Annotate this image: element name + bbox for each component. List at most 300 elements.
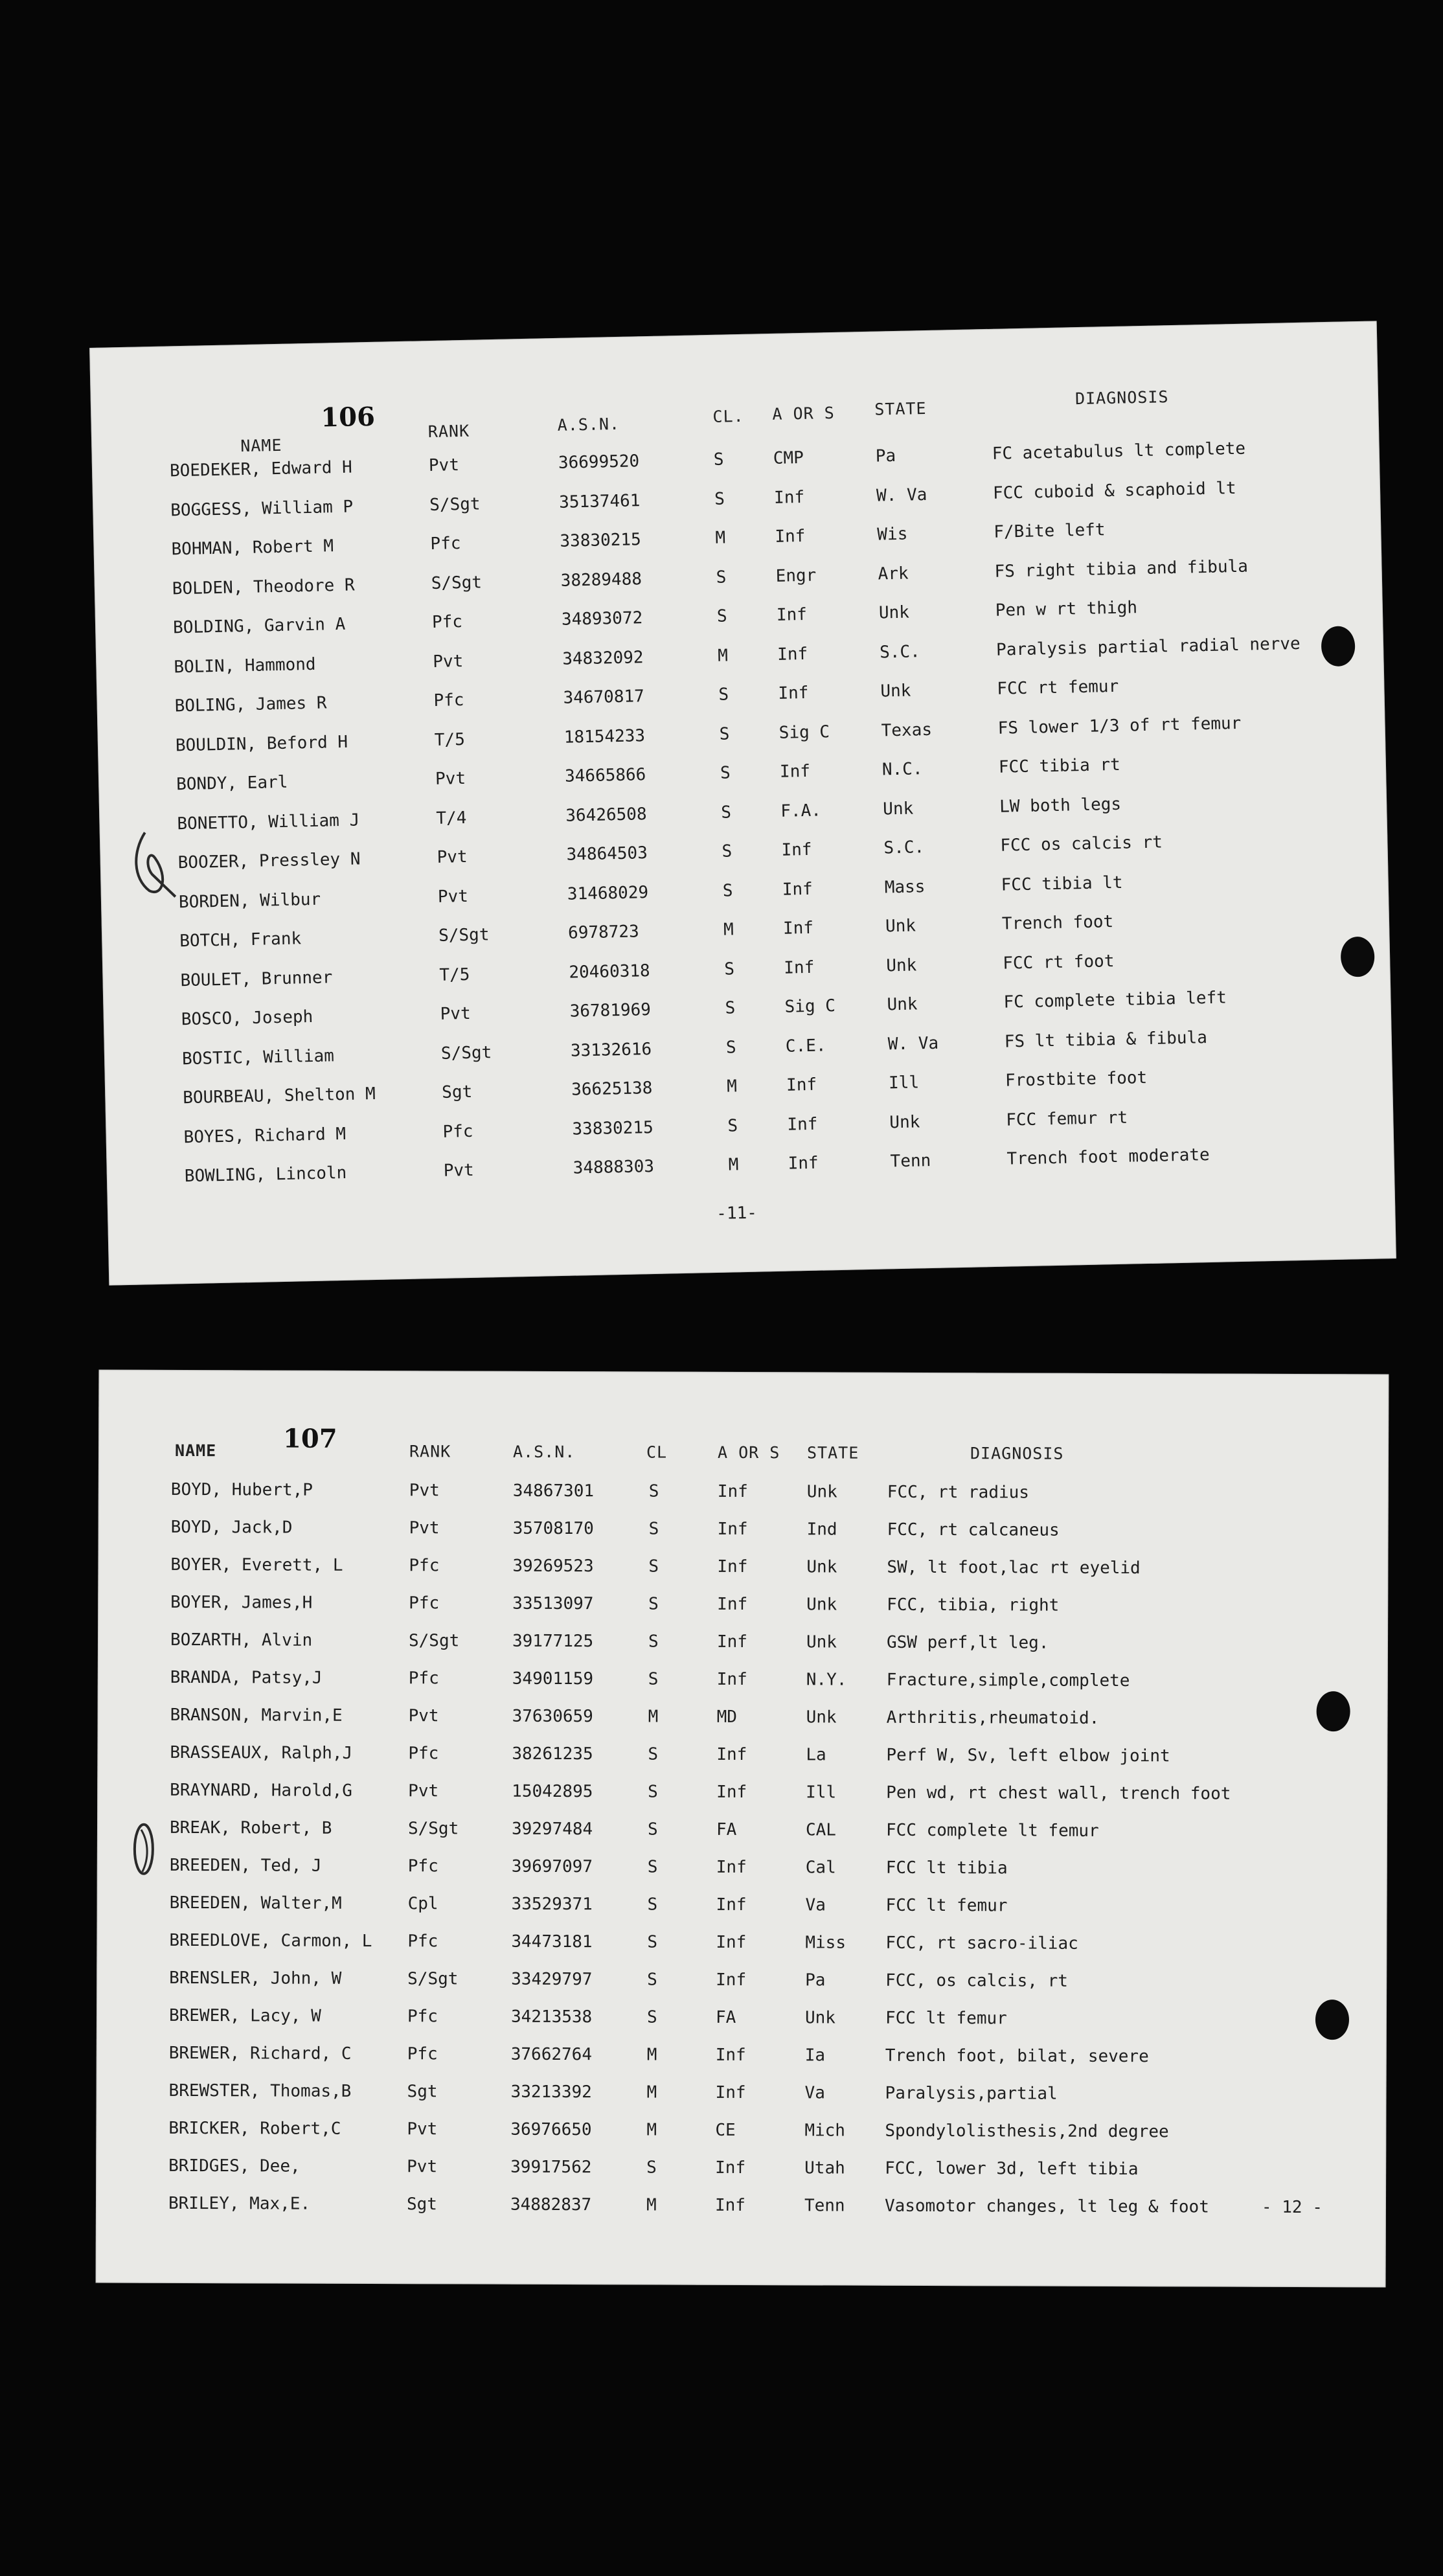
cell-rank: Pfc: [442, 1121, 473, 1142]
cell-diagnosis: FCC complete lt femur: [885, 1820, 1099, 1841]
table-row: [97, 2006, 1387, 2048]
cell-asn: 37662764: [510, 2044, 593, 2065]
cell-aors: Inf: [777, 644, 808, 665]
cell-cl: S: [714, 488, 725, 509]
cell-asn: 18154233: [563, 725, 646, 747]
cell-diagnosis: Fracture,simple,complete: [886, 1670, 1130, 1691]
cell-aors: FA: [715, 2007, 736, 2027]
cell-aors: Inf: [782, 879, 813, 900]
cell-asn: 36976650: [510, 2119, 592, 2140]
cell-aors: Inf: [716, 1632, 748, 1652]
cell-name: BOZARTH, Alvin: [170, 1630, 313, 1650]
cell-cl: S: [648, 1744, 659, 1764]
cell-rank: Pvt: [408, 1781, 439, 1801]
cell-aors: Inf: [776, 604, 808, 625]
cell-rank: T/5: [434, 729, 466, 750]
cell-rank: Pfc: [407, 2044, 438, 2064]
cell-aors: Inf: [716, 1932, 747, 1953]
punch-hole: [1317, 1691, 1350, 1731]
cell-name: BRIDGES, Dee,: [168, 2156, 301, 2176]
cell-asn: 33513097: [512, 1593, 594, 1614]
table-row: [97, 1818, 1387, 1860]
cell-asn: 34670817: [563, 687, 645, 708]
cell-diagnosis: Arthritis,rheumatoid.: [886, 1707, 1100, 1728]
cell-cl: S: [720, 802, 732, 823]
cell-rank: Pvt: [437, 886, 469, 907]
cell-name: BOHMAN, Robert M: [171, 536, 334, 560]
cell-diagnosis: Paralysis partial radial nerve: [995, 633, 1301, 660]
cell-state: Ill: [888, 1073, 920, 1093]
table-row: [97, 1705, 1387, 1748]
cell-rank: Pfc: [431, 612, 463, 632]
cell-rank: T/5: [439, 964, 470, 985]
cell-cl: M: [728, 1155, 739, 1175]
cell-cl: S: [646, 2158, 657, 2178]
table-row: [98, 1518, 1388, 1560]
cell-aors: Inf: [715, 2082, 746, 2103]
cell-diagnosis: Frostbite foot: [1005, 1068, 1148, 1091]
header-cl: CL: [646, 1442, 668, 1462]
cell-diagnosis: FC complete tibia left: [1003, 988, 1227, 1012]
cell-asn: 36699520: [558, 451, 640, 473]
cell-cl: M: [723, 920, 734, 940]
cell-aors: Engr: [775, 565, 817, 586]
cell-state: Unk: [885, 916, 916, 937]
cell-aors: Inf: [716, 1744, 747, 1765]
cell-rank: S/Sgt: [438, 925, 490, 946]
cell-rank: Pfc: [409, 1556, 440, 1576]
table-row: [97, 1856, 1387, 1898]
cell-rank: Pvt: [428, 455, 460, 476]
card-footer-page: - 12 -: [1261, 2197, 1323, 2218]
cell-cl: S: [648, 1556, 659, 1577]
cell-cl: S: [647, 1857, 658, 1877]
cell-aors: Inf: [775, 526, 806, 547]
cell-diagnosis: FCC rt foot: [1002, 951, 1115, 974]
cell-asn: 33429797: [511, 1969, 593, 1990]
cell-name: BOSCO, Joseph: [181, 1007, 313, 1030]
cell-rank: Pvt: [409, 1518, 440, 1538]
cell-name: BREEDLOVE, Carmon, L: [169, 1930, 372, 1952]
cell-state: Ill: [806, 1783, 837, 1803]
cell-name: BRANSON, Marvin,E: [170, 1705, 343, 1726]
cell-asn: 36781969: [569, 1000, 652, 1021]
header-aors: A OR S: [717, 1442, 780, 1463]
table-row: [98, 1630, 1388, 1672]
cell-rank: Pfc: [433, 690, 464, 711]
cell-name: BREEDEN, Ted, J: [169, 1855, 322, 1876]
cell-aors: Inf: [716, 1970, 747, 1990]
cell-rank: Pfc: [408, 1744, 439, 1764]
cell-name: BREWSTER, Thomas,B: [168, 2080, 352, 2101]
cell-state: Pa: [875, 446, 896, 466]
cell-asn: 39177125: [512, 1631, 594, 1652]
cell-cl: S: [648, 1519, 659, 1539]
cell-aors: Inf: [787, 1114, 818, 1135]
cell-rank: Pvt: [437, 847, 468, 867]
cell-rank: Pfc: [407, 1856, 438, 1876]
cell-rank: Sgt: [406, 2194, 437, 2215]
cell-state: Unk: [885, 955, 917, 975]
cell-rank: S/Sgt: [407, 1819, 459, 1839]
cell-rank: Pvt: [407, 2157, 438, 2177]
record-rows: [96, 1480, 1389, 2236]
cell-aors: Inf: [778, 683, 809, 703]
cell-diagnosis: Trench foot moderate: [1006, 1145, 1210, 1169]
cell-asn: 34888303: [573, 1156, 655, 1178]
cell-aors: Inf: [717, 1556, 748, 1577]
cell-cl: S: [648, 1669, 659, 1689]
cell-cl: M: [646, 2045, 657, 2065]
cell-state: Ia: [804, 2046, 826, 2066]
cell-diagnosis: FCC cuboid & scaphoid lt: [992, 478, 1236, 503]
cell-aors: Inf: [716, 1669, 747, 1690]
cell-cl: S: [725, 998, 736, 1018]
cell-state: La: [806, 1745, 826, 1765]
cell-cl: S: [648, 1632, 659, 1652]
cell-rank: Pvt: [443, 1160, 475, 1181]
cell-rank: S/Sgt: [440, 1042, 492, 1064]
cell-asn: 33830215: [560, 530, 641, 551]
cell-cl: M: [726, 1077, 738, 1097]
cell-rank: Pfc: [408, 1669, 439, 1689]
table-row: [98, 1480, 1389, 1522]
header-name: NAME: [174, 1441, 217, 1461]
cell-name: BRILEY, Max,E.: [168, 2193, 311, 2214]
table-row: [96, 2156, 1386, 2198]
cell-aors: Sig C: [784, 996, 836, 1017]
cell-state: N.C.: [881, 759, 923, 780]
cell-diagnosis: FCC femur rt: [1006, 1108, 1128, 1130]
cell-name: BOYD, Hubert,P: [170, 1479, 313, 1500]
cell-state: Utah: [804, 2158, 845, 2178]
cell-asn: 39917562: [510, 2157, 592, 2178]
cell-aors: Inf: [716, 1857, 747, 1878]
cell-diagnosis: LW both legs: [999, 794, 1122, 817]
table-row: [97, 1968, 1387, 2011]
cell-asn: 34901159: [512, 1669, 594, 1689]
cell-name: BREAK, Robert, B: [169, 1818, 332, 1838]
cell-cl: S: [648, 1481, 659, 1501]
cell-diagnosis: GSW perf,lt leg.: [886, 1632, 1049, 1653]
cell-rank: Pvt: [407, 2119, 438, 2139]
cell-diagnosis: FCC, tibia, right: [887, 1595, 1060, 1615]
cell-asn: 15042895: [512, 1781, 593, 1802]
cell-name: BOLING, James R: [174, 693, 327, 716]
cell-cl: M: [715, 528, 726, 548]
cell-name: BOURBEAU, Shelton M: [183, 1084, 376, 1108]
cell-aors: Inf: [717, 1594, 748, 1615]
cell-name: BOULET, Brunner: [180, 967, 333, 990]
cell-state: N.Y.: [806, 1670, 847, 1690]
cell-asn: 34473181: [511, 1932, 593, 1952]
cell-name: BOWLING, Lincoln: [184, 1163, 347, 1187]
page-number: 107: [283, 1423, 337, 1454]
cell-state: Unk: [887, 994, 918, 1015]
cell-state: Unk: [804, 2008, 836, 2028]
cell-name: BOLIN, Hammond: [174, 654, 316, 677]
cell-rank: S/Sgt: [407, 1969, 459, 1989]
cell-name: BRASSEAUX, Ralph,J: [170, 1742, 353, 1763]
cell-aors: CE: [715, 2120, 736, 2140]
cell-aors: Sig C: [778, 722, 830, 743]
cell-state: Ark: [878, 564, 909, 584]
cell-asn: 39697097: [511, 1856, 593, 1877]
cell-diagnosis: FCC tibia rt: [998, 755, 1121, 777]
cell-state: Wis: [877, 524, 908, 545]
cell-rank: Pvt: [440, 1003, 471, 1024]
cell-cl: S: [716, 606, 727, 626]
table-row: [97, 2044, 1387, 2086]
cell-state: Tenn: [890, 1151, 931, 1172]
handwritten-mark-icon: [126, 825, 185, 904]
cell-cl: S: [647, 1819, 658, 1840]
cell-name: BRICKER, Robert,C: [168, 2118, 341, 2139]
cell-state: Unk: [880, 681, 911, 701]
cell-diagnosis: FCC, rt calcaneus: [887, 1520, 1060, 1540]
cell-cl: S: [722, 880, 733, 901]
cell-cl: S: [646, 2007, 657, 2027]
cell-aors: Inf: [715, 2045, 746, 2066]
table-row: [96, 2119, 1386, 2161]
cell-cl: S: [647, 1932, 658, 1952]
cell-state: Pa: [805, 1970, 826, 1990]
cell-rank: Pfc: [409, 1593, 440, 1613]
cell-diagnosis: Trench foot: [1001, 912, 1114, 934]
cell-name: BOYER, Everett, L: [170, 1555, 343, 1575]
cell-diagnosis: FCC, rt sacro-iliac: [885, 1933, 1078, 1954]
cell-asn: 6978723: [567, 922, 640, 943]
cell-aors: Inf: [717, 1481, 748, 1502]
cell-cl: S: [648, 1594, 659, 1614]
cell-name: BOULDIN, Beford H: [175, 732, 348, 755]
cell-cl: M: [646, 2195, 657, 2215]
cell-diagnosis: FCC os calcis rt: [1000, 832, 1163, 856]
cell-asn: 35708170: [512, 1518, 594, 1539]
cell-aors: MD: [716, 1707, 737, 1727]
cell-state: Ind: [806, 1520, 837, 1540]
cell-aors: Inf: [773, 487, 805, 508]
cell-aors: Inf: [715, 2158, 746, 2178]
cell-aors: Inf: [788, 1153, 819, 1174]
cell-name: BORDEN, Wilbur: [178, 889, 321, 912]
cell-name: BOGGESS, William P: [170, 497, 354, 520]
cell-state: Unk: [806, 1482, 837, 1502]
header-asn: A.S.N.: [557, 414, 620, 435]
cell-name: BRAYNARD, Harold,G: [170, 1780, 353, 1801]
cell-state: Unk: [806, 1632, 837, 1652]
cell-state: S.C.: [879, 641, 921, 663]
cell-rank: T/4: [436, 808, 467, 828]
cell-rank: Cpl: [407, 1894, 438, 1914]
cell-asn: 33132616: [570, 1039, 652, 1061]
cell-rank: Sgt: [407, 2082, 438, 2102]
cell-asn: 39297484: [511, 1819, 593, 1840]
cell-diagnosis: FCC, rt radius: [887, 1482, 1030, 1503]
cell-name: BOYER, James,H: [170, 1592, 313, 1613]
cell-name: BOYES, Richard M: [183, 1124, 347, 1147]
header-rank: RANK: [427, 421, 470, 442]
cell-aors: CMP: [773, 448, 804, 468]
cell-aors: F.A.: [780, 800, 822, 821]
cell-asn: 34882837: [510, 2194, 592, 2215]
cell-cl: S: [648, 1782, 658, 1802]
header-state: STATE: [806, 1443, 859, 1463]
cell-state: Mass: [884, 876, 926, 897]
cell-asn: 34665866: [564, 765, 646, 786]
cell-name: BOLDEN, Theodore R: [172, 575, 355, 598]
cell-cl: S: [716, 567, 727, 587]
cell-name: BOSTIC, William: [181, 1045, 335, 1069]
cell-cl: S: [647, 1895, 658, 1915]
cell-asn: 35137461: [558, 490, 641, 512]
cell-asn: 34864503: [566, 843, 648, 865]
cell-asn: 39269523: [512, 1556, 594, 1577]
cell-asn: 33830215: [572, 1117, 653, 1139]
cell-cl: S: [725, 1037, 736, 1058]
cell-aors: Inf: [716, 1895, 747, 1915]
cell-rank: S/Sgt: [431, 572, 483, 593]
cell-asn: 34832092: [562, 647, 644, 669]
cell-state: W. Va: [876, 484, 927, 506]
cell-diagnosis: FS right tibia and fibula: [994, 556, 1249, 582]
cell-name: BOTCH, Frank: [179, 929, 302, 952]
cell-state: Unk: [882, 798, 914, 819]
cell-cl: S: [718, 685, 729, 705]
table-row: [98, 1593, 1388, 1635]
table-row: [98, 1555, 1388, 1597]
handwritten-mark-icon: [123, 1817, 168, 1882]
table-row: [96, 2194, 1386, 2236]
cell-aors: Inf: [717, 1519, 748, 1540]
header-rank: RANK: [409, 1442, 451, 1461]
cell-name: BOLDING, Garvin A: [172, 614, 346, 638]
cell-rank: Pfc: [407, 1932, 438, 1952]
cell-name: BREWER, Richard, C: [168, 2043, 352, 2064]
cell-aors: Inf: [781, 839, 812, 860]
cell-name: BONDY, Earl: [176, 772, 288, 795]
cell-cl: S: [722, 841, 733, 861]
cell-name: BOEDEKER, Edward H: [169, 457, 353, 481]
cell-diagnosis: FC acetabulus lt complete: [992, 439, 1246, 464]
cell-aors: Inf: [782, 918, 814, 939]
cell-diagnosis: F/Bite left: [994, 520, 1106, 542]
cell-diagnosis: Pen wd, rt chest wall, trench foot: [886, 1783, 1231, 1804]
cell-diagnosis: Perf W, Sv, left elbow joint: [886, 1745, 1170, 1766]
cell-diagnosis: Spondylolisthesis,2nd degree: [885, 2121, 1169, 2142]
cell-cl: S: [719, 724, 730, 744]
table-row: [96, 2081, 1386, 2123]
cell-diagnosis: Vasomotor changes, lt leg & foot: [884, 2196, 1209, 2217]
cell-asn: 33529371: [511, 1894, 593, 1915]
cell-diagnosis: FS lower 1/3 of rt femur: [997, 713, 1242, 738]
cell-name: BONETTO, William J: [177, 810, 360, 834]
cell-aors: FA: [716, 1819, 737, 1840]
cell-aors: C.E.: [785, 1035, 826, 1056]
cell-name: BOOZER, Pressley N: [177, 849, 361, 873]
cell-name: BRENSLER, John, W: [169, 1968, 342, 1989]
cell-aors: Inf: [784, 957, 815, 978]
cell-asn: 20460318: [569, 961, 650, 983]
cell-asn: 37630659: [512, 1706, 593, 1727]
cell-diagnosis: Trench foot, bilat, severe: [885, 2046, 1149, 2067]
table-row: [97, 1893, 1387, 1935]
cell-state: Unk: [806, 1707, 837, 1727]
cell-state: Unk: [806, 1557, 837, 1577]
cell-state: W. Va: [887, 1033, 939, 1054]
cell-diagnosis: FCC, lower 3d, left tibia: [885, 2158, 1139, 2180]
cell-asn: 38289488: [560, 569, 642, 591]
cell-diagnosis: FCC rt femur: [997, 676, 1119, 699]
cell-state: Texas: [881, 720, 933, 740]
cell-diagnosis: FCC lt femur: [885, 2008, 1007, 2029]
cell-state: CAL: [805, 1820, 837, 1840]
cell-name: BREEDEN, Walter,M: [169, 1893, 342, 1913]
cell-diagnosis: Paralysis,partial: [885, 2083, 1058, 2104]
cell-rank: Pvt: [435, 768, 466, 789]
card-footer-page: -11-: [716, 1203, 758, 1224]
header-asn: A.S.N.: [512, 1442, 576, 1462]
cell-cl: M: [717, 645, 729, 666]
cell-rank: Pfc: [430, 534, 461, 554]
cell-cl: S: [713, 450, 724, 470]
cell-cl: M: [646, 2120, 657, 2140]
cell-diagnosis: Pen w rt thigh: [995, 598, 1138, 621]
cell-state: Tenn: [804, 2196, 845, 2216]
cell-state: Mich: [804, 2121, 846, 2141]
table-row: [97, 1743, 1387, 1785]
record-card-107: [96, 1370, 1389, 2288]
cell-cl: M: [646, 2082, 657, 2103]
punch-hole: [1315, 2000, 1349, 2040]
cell-rank: Pvt: [409, 1481, 440, 1501]
cell-asn: 36426508: [565, 804, 647, 826]
cell-rank: Pfc: [407, 2007, 438, 2027]
cell-aors: Inf: [716, 1782, 747, 1803]
table-row: [98, 1668, 1388, 1710]
cell-state: S.C.: [883, 838, 925, 858]
cell-rank: S/Sgt: [408, 1631, 460, 1651]
cell-diagnosis: FCC lt femur: [885, 1895, 1008, 1916]
cell-state: Cal: [805, 1858, 836, 1878]
cell-cl: S: [720, 763, 731, 783]
cell-asn: 36625138: [571, 1078, 653, 1100]
header-aors: A OR S: [772, 403, 835, 424]
cell-cl: S: [647, 1970, 657, 1990]
cell-rank: Pvt: [408, 1706, 439, 1726]
cell-asn: 34867301: [512, 1481, 595, 1501]
header-diagnosis: DIAGNOSIS: [970, 1444, 1064, 1463]
cell-cl: M: [648, 1707, 659, 1727]
cell-rank: Pvt: [433, 651, 464, 672]
cell-name: BRANDA, Patsy,J: [170, 1667, 323, 1688]
record-card-106: [89, 321, 1396, 1285]
header-state: STATE: [874, 398, 927, 419]
cell-diagnosis: FCC tibia lt: [1001, 872, 1123, 895]
cell-state: Va: [804, 2083, 825, 2103]
cell-state: Miss: [805, 1933, 846, 1953]
cell-asn: 34893072: [561, 608, 643, 630]
cell-asn: 31468029: [567, 882, 649, 904]
header-name: NAME: [240, 435, 282, 456]
cell-cl: S: [724, 959, 735, 979]
page-number: 106: [320, 401, 376, 433]
cell-state: Unk: [889, 1111, 920, 1132]
cell-rank: Sgt: [441, 1082, 473, 1102]
cell-diagnosis: FCC, os calcis, rt: [885, 1970, 1068, 1991]
cell-state: Unk: [878, 602, 910, 623]
cell-name: BREWER, Lacy, W: [168, 2005, 321, 2026]
